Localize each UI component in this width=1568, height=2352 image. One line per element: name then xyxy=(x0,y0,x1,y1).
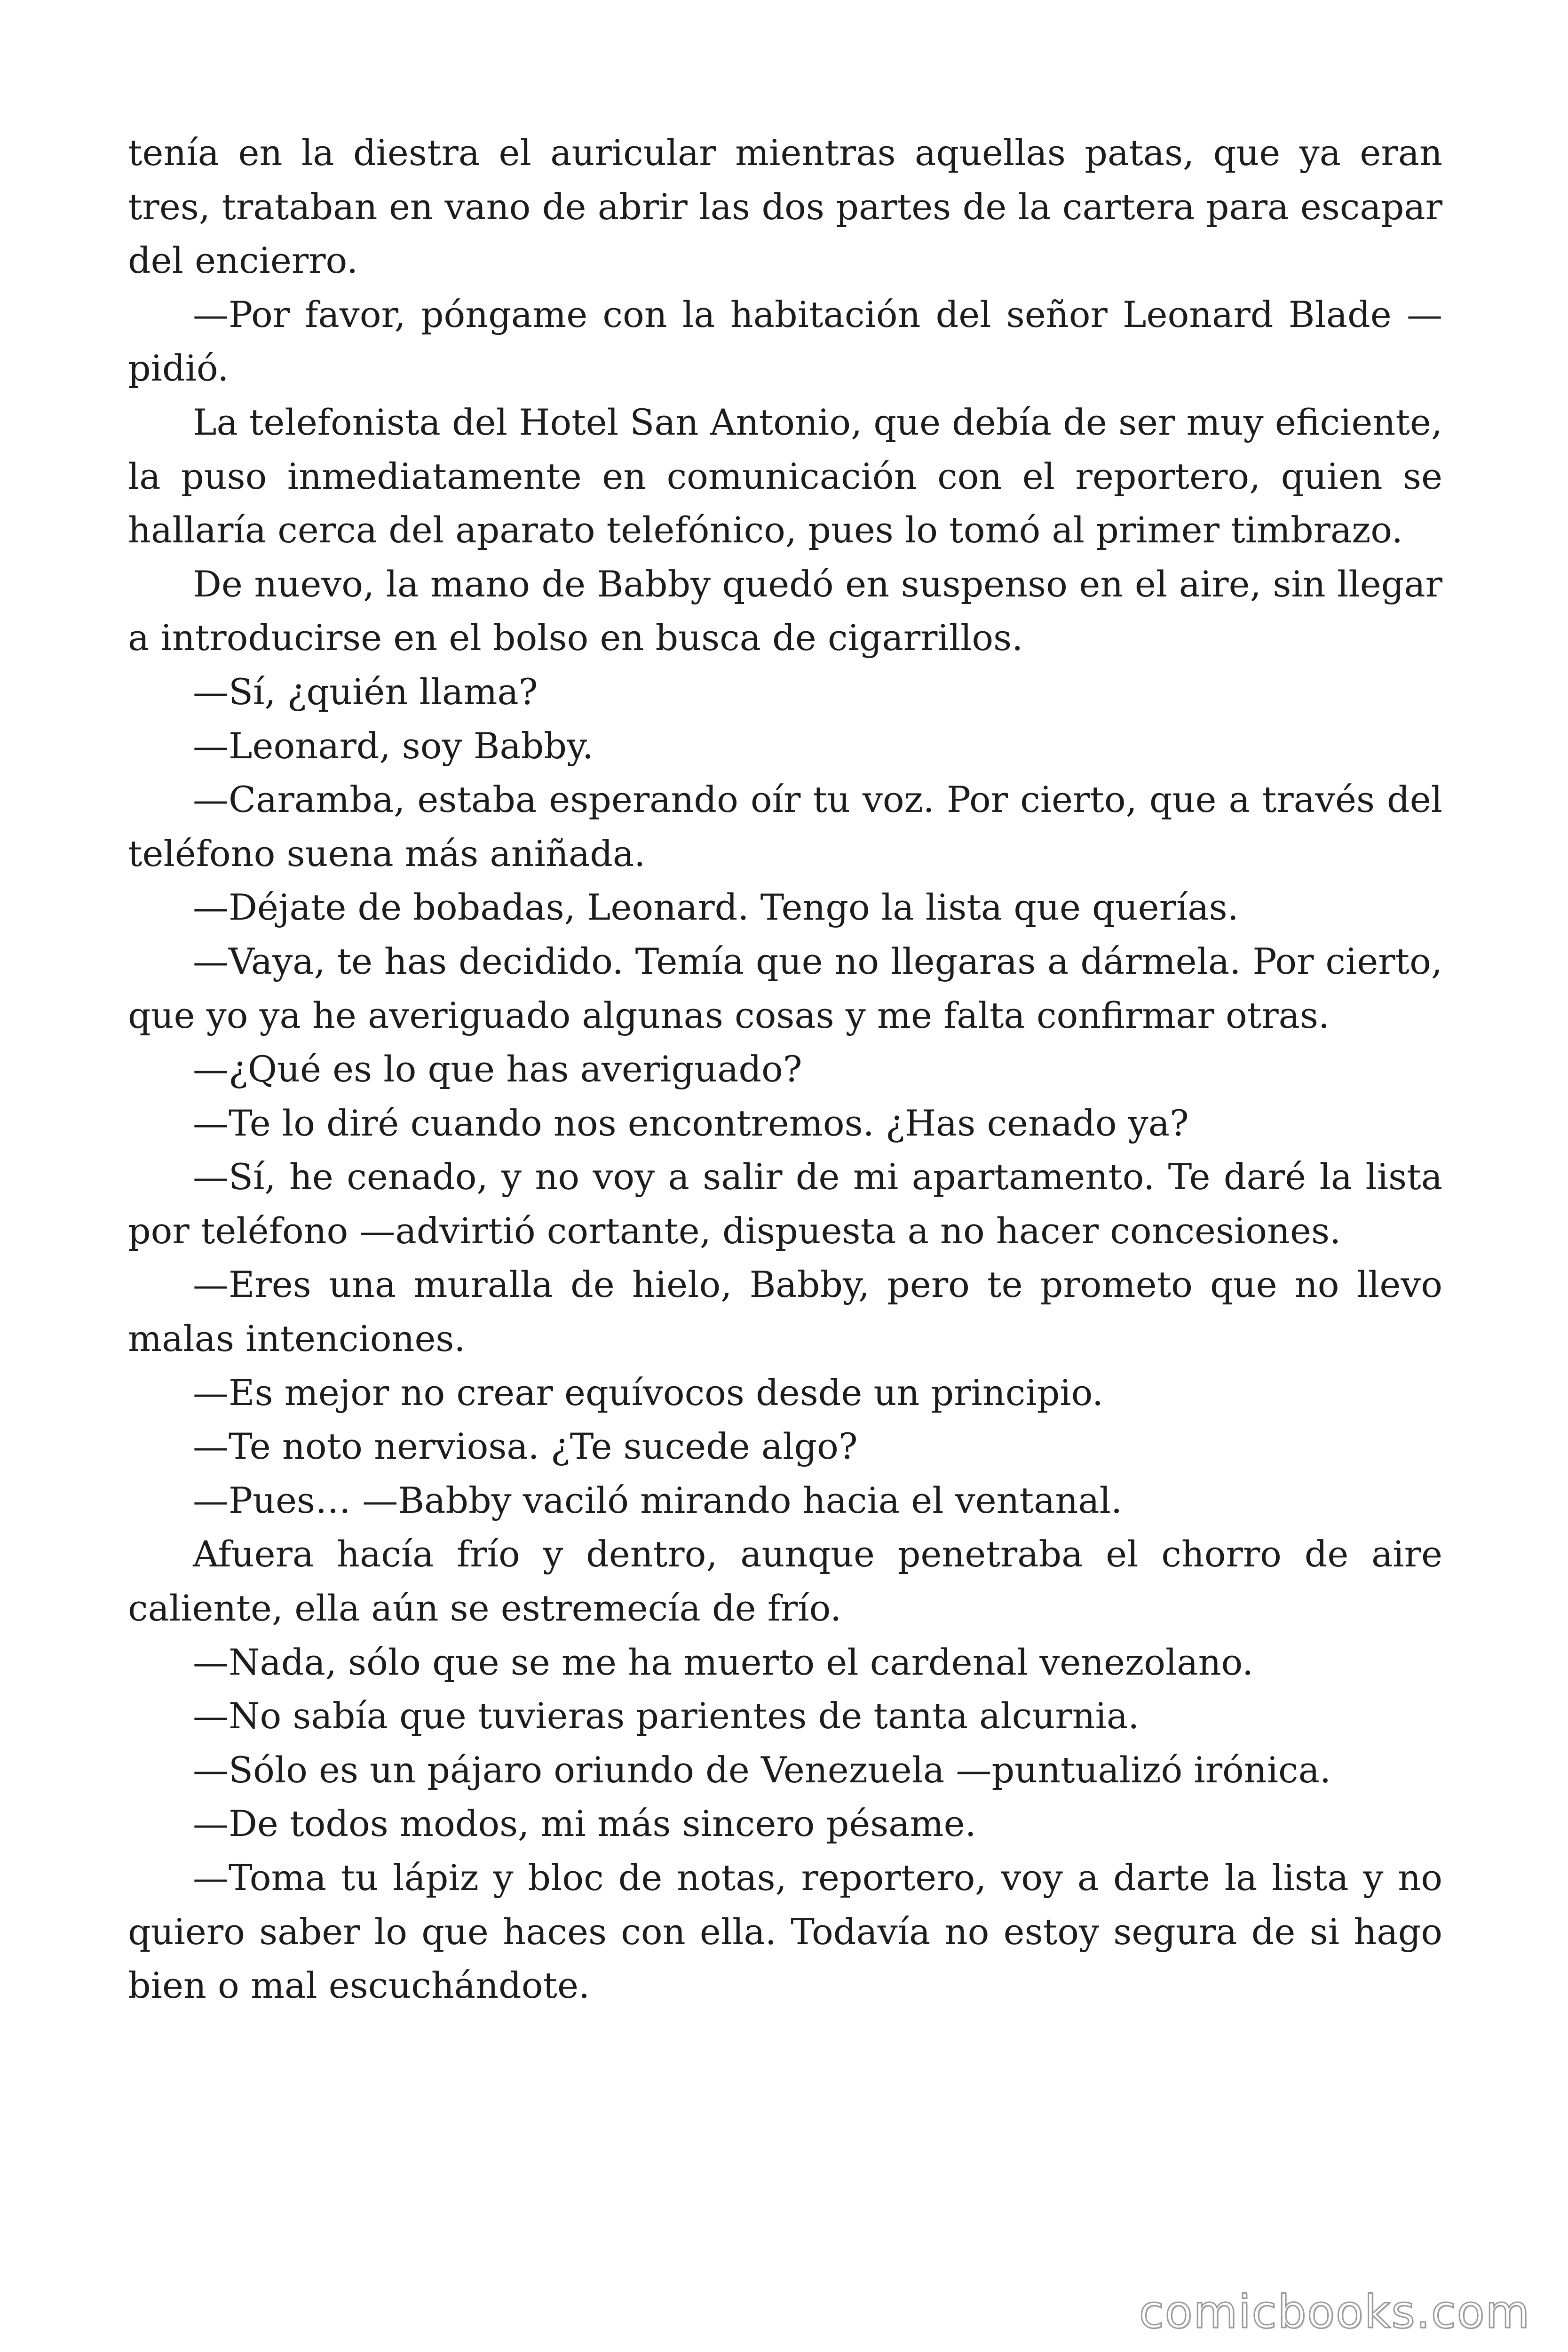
paragraph: —Toma tu lápiz y bloc de notas, reportero, voy a darte la lista y no quiero saber lo que haces con ella. Todavía no estoy segura de si hago bien o mal escuchándote. xyxy=(128,1857,1442,2007)
paragraph: —Sólo es un pájaro oriundo de Venezuela —puntualizó irónica. xyxy=(193,1748,1331,1791)
watermark: comicbooks.com xyxy=(1139,2286,1530,2338)
paragraph: De nuevo, la mano de Babby quedó en suspenso en el aire, sin llegar a introducirse en el bolso en busca de cigarrillos. xyxy=(128,563,1442,659)
paragraph: —Es mejor no crear equívocos desde un principio. xyxy=(193,1371,1104,1414)
paragraph: —Nada, sólo que se me ha muerto el cardenal venezolano. xyxy=(193,1641,1254,1683)
paragraph: —Déjate de bobadas, Leonard. Tengo la lista que querías. xyxy=(193,886,1239,929)
paragraph: —Pues… —Babby vaciló mirando hacia el ventanal. xyxy=(193,1479,1123,1521)
paragraph: —Te noto nerviosa. ¿Te sucede algo? xyxy=(193,1425,858,1468)
paragraph: —Por favor, póngame con la habitación del señor Leonard Blade —pidió. xyxy=(128,293,1442,389)
paragraph: —¿Qué es lo que has averiguado? xyxy=(193,1048,802,1090)
body-text xyxy=(128,126,1442,2013)
paragraph: La telefonista del Hotel San Antonio, que debía de ser muy eficiente, la puso inmediatamente en comunicación con el reportero, quien se hallaría cerca del aparato telefónico, pues lo tomó al primer timbrazo. xyxy=(128,401,1442,551)
paragraph: —Sí, ¿quién llama? xyxy=(193,670,538,713)
paragraph: —No sabía que tuvieras parientes de tanta alcurnia. xyxy=(193,1695,1140,1737)
paragraph: —Caramba, estaba esperando oír tu voz. Por cierto, que a través del teléfono suena más aniñada. xyxy=(128,779,1442,874)
paragraph: —Te lo diré cuando nos encontremos. ¿Has cenado ya? xyxy=(193,1102,1189,1144)
paragraph: —Sí, he cenado, y no voy a salir de mi apartamento. Te daré la lista por teléfono —advirtió cortante, dispuesta a no hacer concesiones. xyxy=(128,1156,1442,1252)
paragraph: —De todos modos, mi más sincero pésame. xyxy=(193,1803,976,1845)
paragraph: —Leonard, soy Babby. xyxy=(193,724,594,767)
paragraph: —Vaya, te has decidido. Temía que no llegaras a dármela. Por cierto, que yo ya he averiguado algunas cosas y me falta confirmar otras. xyxy=(128,940,1442,1036)
paragraph: tenía en la diestra el auricular mientras aquellas patas, que ya eran tres, trataban en vano de abrir las dos partes de la cartera para escapar del encierro. xyxy=(128,132,1442,282)
paragraph: —Eres una muralla de hielo, Babby, pero te prometo que no llevo malas intenciones. xyxy=(128,1263,1442,1360)
paragraph: Afuera hacía frío y dentro, aunque penetraba el chorro de aire caliente, ella aún se estremecía de frío. xyxy=(128,1533,1442,1629)
